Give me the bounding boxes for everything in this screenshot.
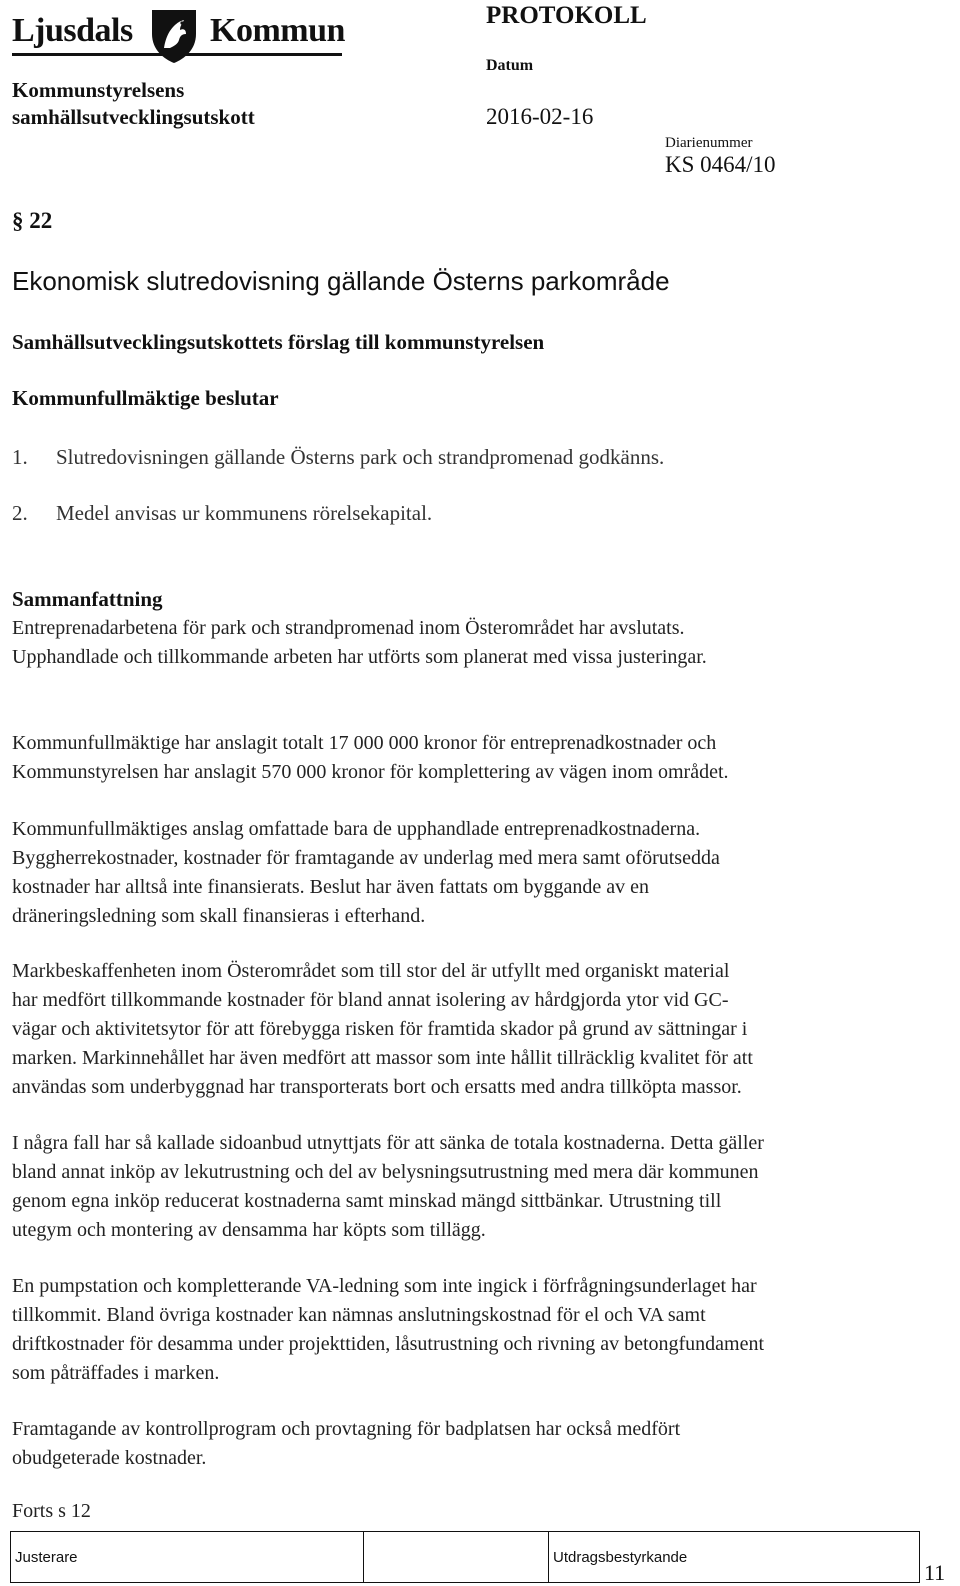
utdragsbestyrkande-box — [548, 1531, 920, 1583]
text-line: kostnader har alltså inte finansierats. Beslut har även fattats om byggande av en — [12, 876, 650, 898]
paragraph-symbol: § — [12, 208, 24, 233]
text-line: har medfört tillkommande kostnader för bland annat isolering av hårdgjorda ytor vid GC- — [12, 989, 729, 1011]
text-line: obudgeterade kostnader. — [12, 1447, 207, 1469]
summary-paragraph-1 — [12, 614, 952, 672]
summary-paragraph-6 — [12, 1272, 952, 1388]
text-line: Kommunfullmäktige har anslagit totalt 17 000 000 kronor för entreprenadkostnader och — [12, 732, 717, 754]
decision-item-1 — [12, 445, 664, 470]
paragraph-number — [12, 208, 52, 234]
text-line: driftkostnader för desamma under projekttiden, låsutrustning och rivning av betongfundament — [12, 1333, 765, 1355]
summary-paragraph-3 — [12, 815, 952, 931]
text-line: Upphandlade och tillkommande arbeten har utförts som planerat med vissa justeringar. — [12, 646, 707, 668]
text-line: vägar och aktivitetsytor för att förebygga risken för framtida skador på grund av sättningar i — [12, 1018, 748, 1040]
summary-heading: Sammanfattning — [12, 587, 163, 611]
date-label: Datum — [486, 57, 534, 74]
logo-text-right: Kommun — [210, 12, 345, 49]
paragraph-number-value: 22 — [29, 208, 53, 233]
text-line: En pumpstation och kompletterande VA-ledning som inte ingick i förfrågningsunderlaget har — [12, 1275, 757, 1297]
signature-box — [363, 1531, 549, 1583]
logo-text-left: Ljusdals — [12, 12, 133, 49]
text-line: utegym och montering av densamma har köpts som tillägg. — [12, 1219, 486, 1241]
document-type: PROTOKOLL — [486, 2, 647, 29]
text-line: Framtagande av kontrollprogram och provtagning för badplatsen har också medfört — [12, 1418, 681, 1440]
coat-of-arms-icon — [144, 6, 204, 66]
text-line: dräneringsledning som skall finansieras i efterhand. — [12, 905, 426, 927]
diary-number-label: Diarienummer — [665, 135, 753, 151]
text-line: marken. Markinnehållet har även medfört att massor som inte hållit tillräcklig kvalitet för att — [12, 1047, 753, 1069]
decision-item-text: Slutredovisningen gällande Österns park och strandpromenad godkänns. — [56, 445, 665, 469]
proposal-heading: Samhällsutvecklingsutskottets förslag till kommunstyrelsen — [12, 330, 545, 354]
summary-paragraph-7 — [12, 1415, 952, 1473]
page-title: Ekonomisk slutredovisning gällande Österns parkområde — [12, 266, 670, 296]
summary-paragraph-5 — [12, 1129, 952, 1245]
text-line: Markbeskaffenheten inom Österområdet som till stor del är utfyllt med organiskt material — [12, 960, 730, 982]
logo-underline — [12, 53, 342, 56]
page-number: 11 — [924, 1560, 946, 1585]
continuation-note: Forts s 12 — [12, 1500, 91, 1522]
justerare-box — [10, 1531, 364, 1583]
text-line: tillkommit. Bland övriga kostnader kan nämnas anslutningskostnad för el och VA samt — [12, 1304, 706, 1326]
decision-heading: Kommunfullmäktige beslutar — [12, 386, 279, 410]
text-line: som påträffades i marken. — [12, 1362, 220, 1384]
utdragsbestyrkande-label: Utdragsbestyrkande — [553, 1549, 688, 1566]
justerare-label: Justerare — [15, 1549, 78, 1566]
text-line: Kommunstyrelsen har anslagit 570 000 kronor för komplettering av vägen inom området. — [12, 761, 729, 783]
text-line: Kommunfullmäktiges anslag omfattade bara de upphandlade entreprenadkostnaderna. — [12, 818, 701, 840]
date-value: 2016-02-16 — [486, 104, 594, 129]
summary-paragraph-4 — [12, 957, 952, 1102]
summary-paragraph-2 — [12, 729, 952, 787]
text-line: genom egna inköp reducerat kostnaderna samt minskad mängd sittbänkar. Utrustning till — [12, 1190, 722, 1212]
text-line: Byggherrekostnader, kostnader för framtagande av underlag med mera samt oförutsedda — [12, 847, 720, 869]
text-line: Entreprenadarbetena för park och strandpromenad inom Österområdet har avslutats. — [12, 617, 685, 639]
text-line: I några fall har så kallade sidoanbud utnyttjats för att sänka de totala kostnaderna. Detta gäller — [12, 1132, 764, 1154]
decision-item-number: 2. — [12, 501, 28, 525]
decision-item-number: 1. — [12, 445, 28, 469]
text-line: bland annat inköp av lekutrustning och del av belysningsutrustning med mera där kommunen — [12, 1161, 759, 1183]
department-line-1: Kommunstyrelsens — [12, 78, 185, 102]
decision-item-text: Medel anvisas ur kommunens rörelsekapital. — [56, 501, 433, 525]
text-line: användas som underbyggnad har transporterats bort och ersatts med andra tillköpta massor. — [12, 1076, 742, 1098]
department-line-2: samhällsutvecklingsutskott — [12, 105, 255, 129]
diary-number-value: KS 0464/10 — [665, 152, 776, 177]
decision-item-2 — [12, 501, 432, 526]
